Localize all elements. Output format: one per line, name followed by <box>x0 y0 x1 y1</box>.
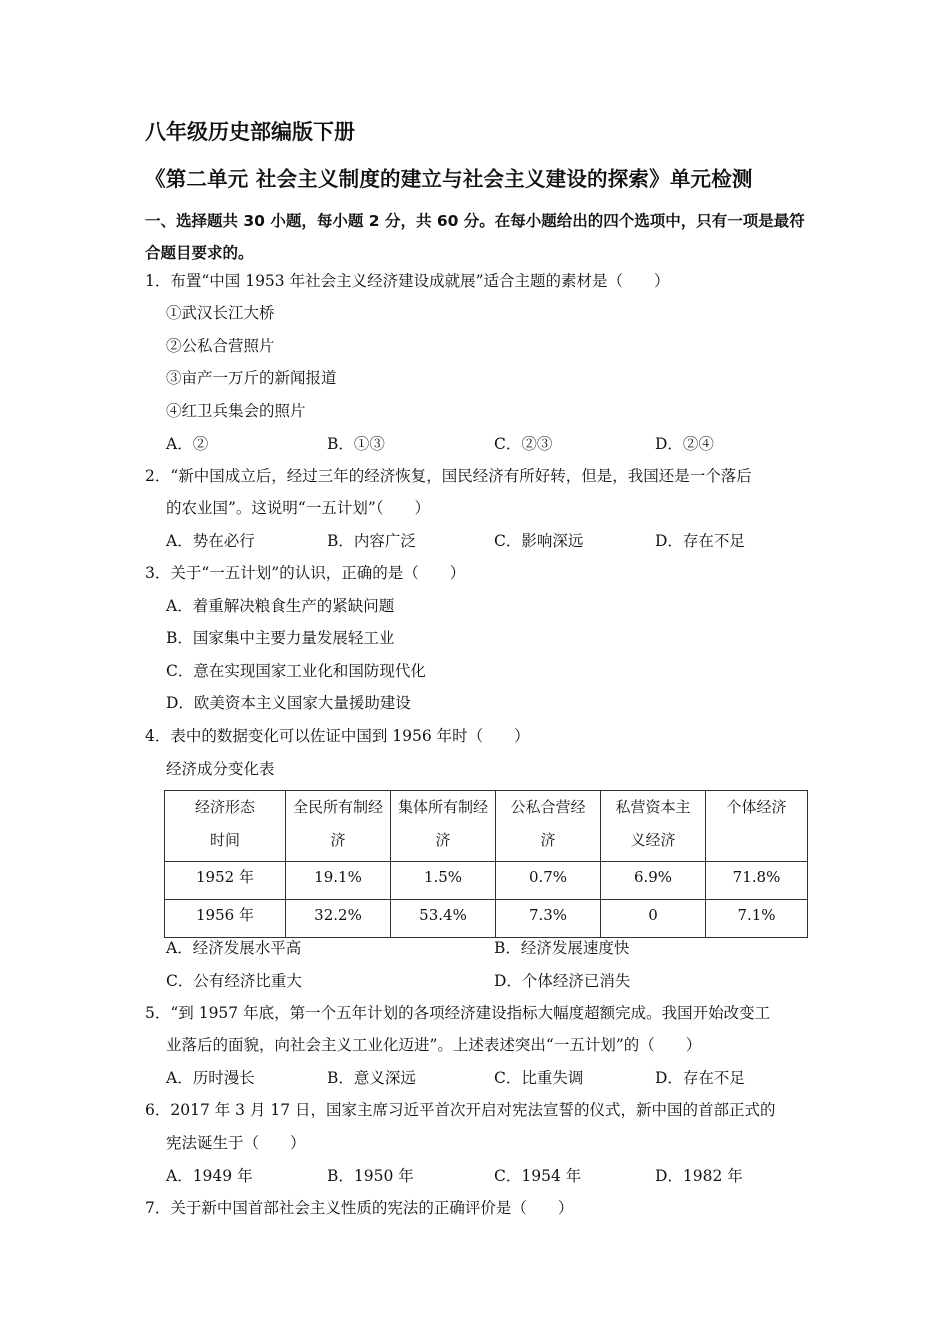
header-text: 集体所有制经 <box>397 798 488 816</box>
table-cell: 7.1% <box>706 900 808 938</box>
table-header-cell <box>286 791 391 862</box>
header-text: 私营资本主 <box>615 798 691 816</box>
question-5-stem-cont: 业落后的面貌，向社会主义工业化迈进”。上述表述突出“一五计划”的（ ） <box>166 1036 702 1054</box>
question-5-stem: 5．“到 1957 年底，第一个五年计划的各项经济建设指标大幅度超额完成。我国开始改变工 <box>145 1004 771 1022</box>
table-cell-year: 1952 年 <box>165 862 286 900</box>
header-text: 个体经济 <box>726 798 787 816</box>
question-3-stem: 3．关于“一五计划”的认识，正确的是（ ） <box>145 564 466 582</box>
header-text: 济 <box>435 831 451 849</box>
table-cell: 6.9% <box>601 862 706 900</box>
question-1-item: ①武汉长江大桥 <box>166 304 275 322</box>
table-caption: 经济成分变化表 <box>166 760 275 778</box>
question-1-option-b: B．①③ <box>327 435 385 453</box>
question-3-option-a: A．着重解决粮食生产的紧缺问题 <box>166 597 395 615</box>
question-4-option-a: A．经济发展水平高 <box>166 939 302 957</box>
question-7-stem: 7．关于新中国首部社会主义性质的宪法的正确评价是（ ） <box>145 1199 574 1217</box>
table-header-cell <box>601 791 706 862</box>
header-text: 公私合营经 <box>510 798 586 816</box>
question-2-option-a: A．势在必行 <box>166 532 255 550</box>
economic-composition-table <box>164 790 808 938</box>
question-1-option-c: C．②③ <box>494 435 553 453</box>
table-cell: 32.2% <box>286 900 391 938</box>
table-corner-cell <box>165 791 286 862</box>
question-1-stem: 1．布置“中国 1953 年社会主义经济建设成就展”适合主题的素材是（ ） <box>145 272 670 290</box>
question-3-option-c: C．意在实现国家工业化和国防现代化 <box>166 662 426 680</box>
question-5-option-c: C．比重失调 <box>494 1069 584 1087</box>
question-6-option-a: A．1949 年 <box>166 1167 253 1185</box>
question-4-option-c: C．公有经济比重大 <box>166 972 302 990</box>
question-6-stem: 6．2017 年 3 月 17 日，国家主席习近平首次开启对宪法宣誓的仪式，新中国的首部正式的 <box>145 1101 776 1119</box>
question-5-option-a: A．历时漫长 <box>166 1069 255 1087</box>
question-2-option-b: B．内容广泛 <box>327 532 416 550</box>
table-cell-year: 1956 年 <box>165 900 286 938</box>
table-cell: 0.7% <box>496 862 601 900</box>
question-6-stem-cont: 宪法诞生于（ ） <box>166 1134 306 1152</box>
question-6-option-d: D．1982 年 <box>655 1167 743 1185</box>
header-text: 时间 <box>209 831 240 849</box>
table-cell: 53.4% <box>391 900 496 938</box>
table-cell: 19.1% <box>286 862 391 900</box>
question-2-option-c: C．影响深远 <box>494 532 584 550</box>
question-1-option-a: A．② <box>166 435 209 453</box>
question-1-item: ③亩产一万斤的新闻报道 <box>166 369 337 387</box>
question-2-stem-cont: 的农业国”。这说明“一五计划”（ ） <box>166 499 431 517</box>
header-text: 济 <box>540 831 556 849</box>
table-row <box>165 862 808 900</box>
header-text: 义经济 <box>630 831 676 849</box>
question-1-item: ②公私合营照片 <box>166 337 275 355</box>
question-5-option-d: D．存在不足 <box>655 1069 745 1087</box>
table-header-row <box>165 791 808 862</box>
question-4-option-b: B．经济发展速度快 <box>494 939 630 957</box>
header-text: 经济形态 <box>194 798 255 816</box>
question-3-option-d: D．欧美资本主义国家大量援助建设 <box>166 694 411 712</box>
header-text: 济 <box>330 831 346 849</box>
question-3-option-b: B．国家集中主要力量发展轻工业 <box>166 629 395 647</box>
document-title: 八年级历史部编版下册 <box>145 120 355 144</box>
question-5-option-b: B．意义深远 <box>327 1069 416 1087</box>
table-cell: 71.8% <box>706 862 808 900</box>
question-6-option-b: B．1950 年 <box>327 1167 414 1185</box>
table-cell: 0 <box>601 900 706 938</box>
table-header-cell <box>496 791 601 862</box>
question-2-option-d: D．存在不足 <box>655 532 745 550</box>
question-2-stem: 2．“新中国成立后，经过三年的经济恢复，国民经济有所好转，但是，我国还是一个落后 <box>145 467 752 485</box>
document-subtitle: 《第二单元 社会主义制度的建立与社会主义建设的探索》单元检测 <box>145 167 753 191</box>
section-instructions: 一、选择题共 30 小题，每小题 2 分，共 60 分。在每小题给出的四个选项中，只有一项是最符合题目要求的。 <box>145 212 805 262</box>
table-header-cell <box>391 791 496 862</box>
header-text: 全民所有制经 <box>292 798 383 816</box>
table-cell: 7.3% <box>496 900 601 938</box>
table-header-cell <box>706 791 808 862</box>
table-row <box>165 900 808 938</box>
table-cell: 1.5% <box>391 862 496 900</box>
question-4-option-d: D．个体经济已消失 <box>494 972 631 990</box>
question-1-option-d: D．②④ <box>655 435 714 453</box>
question-1-item: ④红卫兵集会的照片 <box>166 402 306 420</box>
question-6-option-c: C．1954 年 <box>494 1167 582 1185</box>
question-4-stem: 4．表中的数据变化可以佐证中国到 1956 年时（ ） <box>145 727 530 745</box>
